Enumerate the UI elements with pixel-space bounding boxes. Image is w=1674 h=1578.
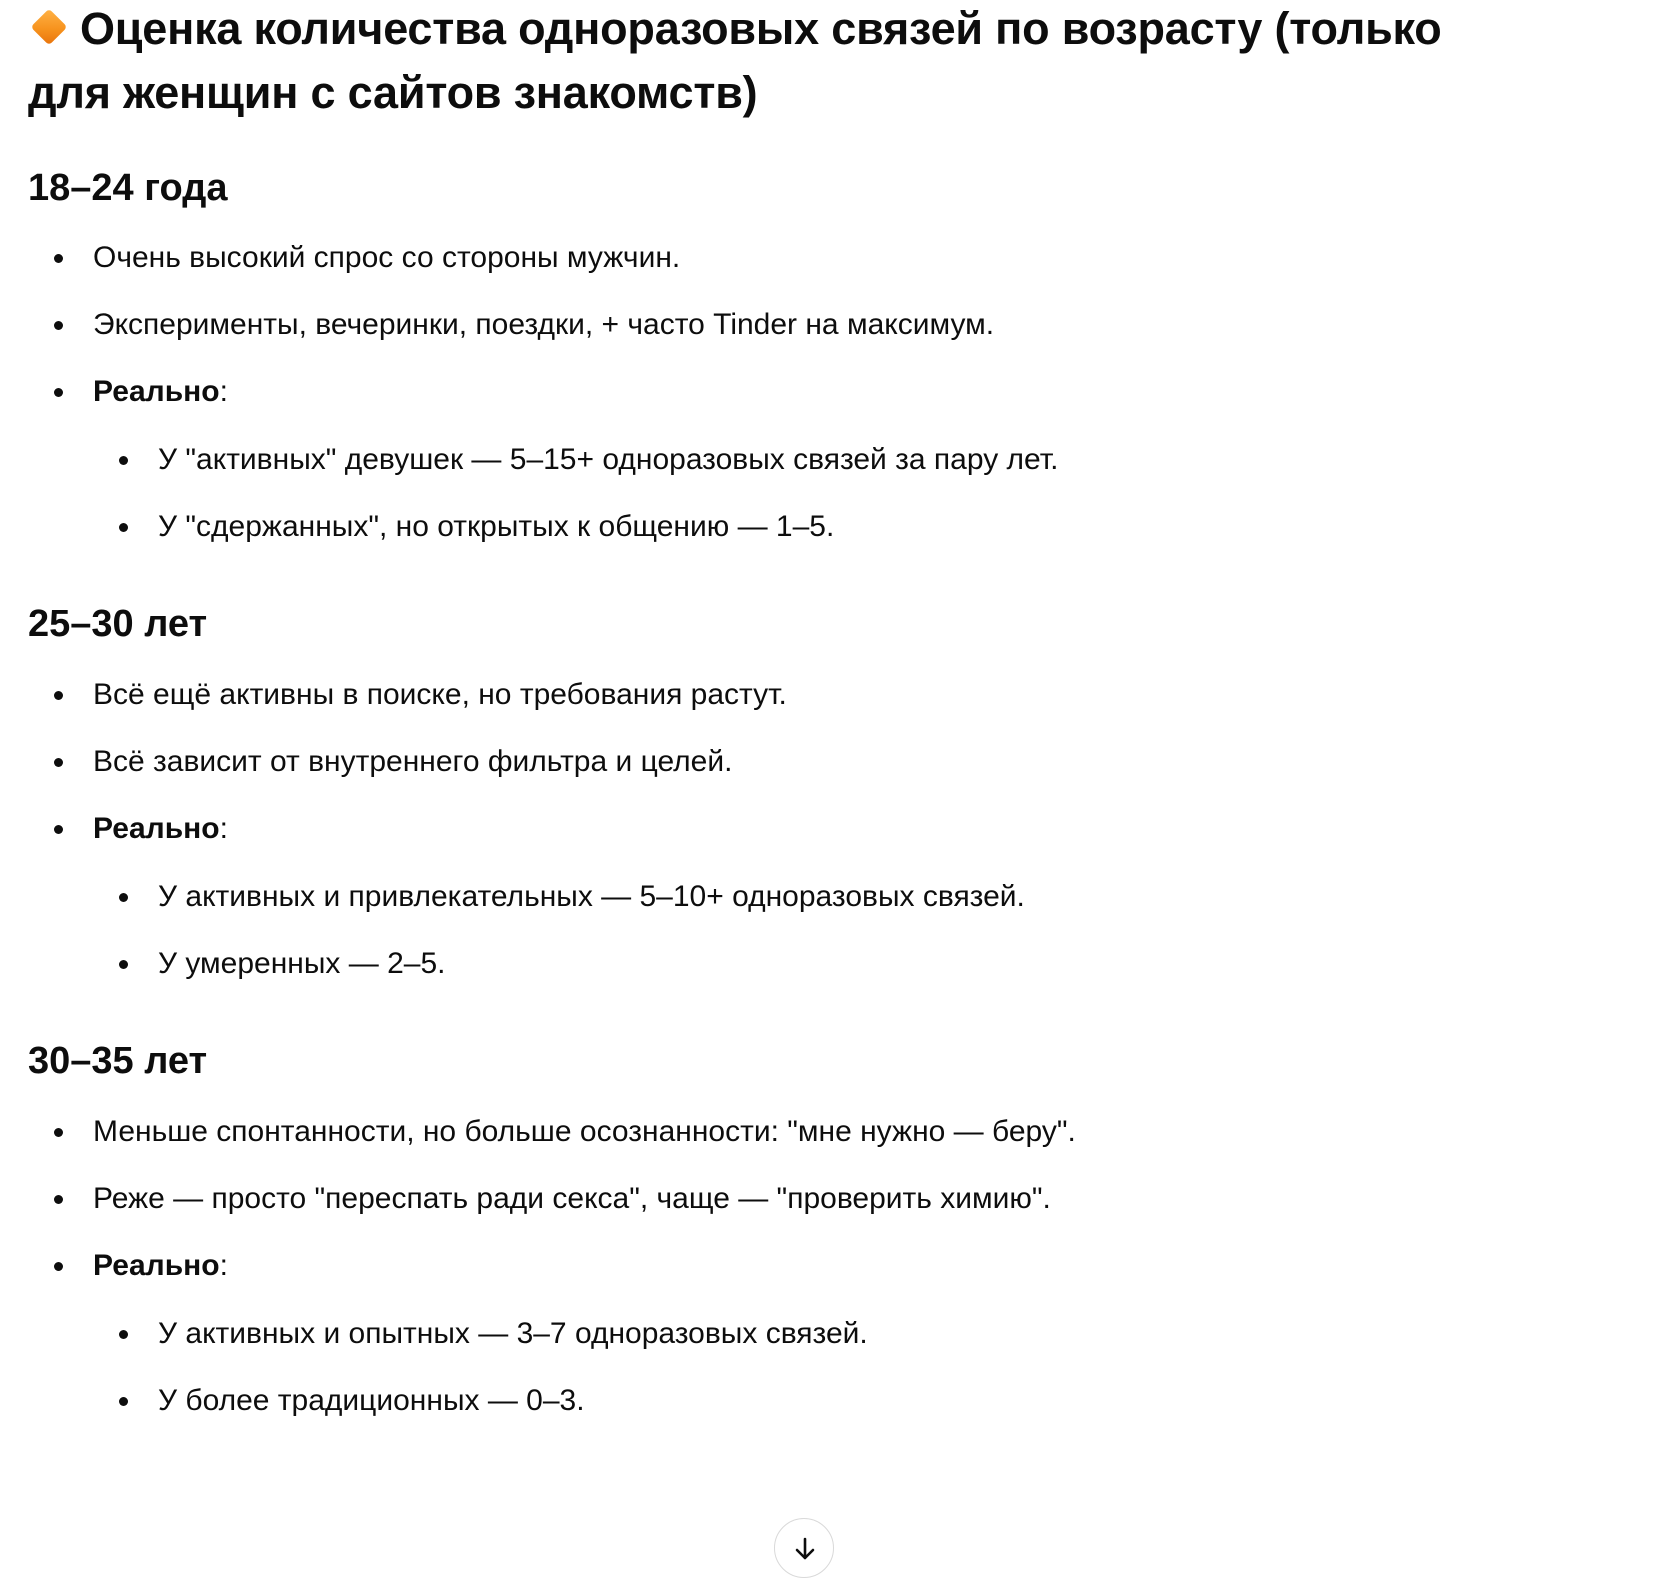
bullet-icon xyxy=(119,1397,128,1406)
bullet-list xyxy=(28,238,1588,547)
orange-diamond-icon xyxy=(31,9,68,46)
section-heading: 25–30 лет xyxy=(28,603,208,645)
bullet-icon xyxy=(119,456,128,465)
list-item-realno: Реально: xyxy=(28,372,1588,412)
bullet-icon xyxy=(54,321,63,330)
bullet-icon xyxy=(54,388,63,397)
bullet-icon xyxy=(54,1195,63,1204)
bullet-icon xyxy=(54,254,63,263)
list-item: Меньше спонтанности, но больше осознанности: "мне нужно — беру". xyxy=(28,1112,1588,1152)
bullet-icon xyxy=(119,523,128,532)
list-item: Очень высокий спрос со стороны мужчин. xyxy=(28,238,1588,278)
bullet-icon xyxy=(54,691,63,700)
bullet-icon xyxy=(54,758,63,767)
list-item-realno: Реально: xyxy=(28,1246,1588,1286)
bullet-icon xyxy=(119,1330,128,1339)
section-18-24 xyxy=(28,165,1588,547)
arrow-down-icon xyxy=(790,1534,820,1564)
bullet-icon xyxy=(54,825,63,834)
scroll-to-bottom-button[interactable] xyxy=(774,1518,834,1578)
sub-list-item: У "активных" девушек — 5–15+ одноразовых связей за пару лет. xyxy=(28,440,1588,480)
list-item: Реже — просто "переспать ради секса", чаще — "проверить химию". xyxy=(28,1179,1588,1219)
title-line-1: Оценка количества одноразовых связей по возрасту (только xyxy=(80,3,1442,54)
list-item: Всё зависит от внутреннего фильтра и целей. xyxy=(28,742,1588,782)
bullet-icon xyxy=(54,1262,63,1271)
message-content xyxy=(28,0,1588,1421)
bullet-icon xyxy=(54,1128,63,1137)
sub-list-item: У умеренных — 2–5. xyxy=(28,944,1588,984)
bullet-icon xyxy=(119,893,128,902)
sub-list-item: У "сдержанных", но открытых к общению — 1–5. xyxy=(28,507,1588,547)
bullet-list xyxy=(28,675,1588,984)
list-item: Всё ещё активны в поиске, но требования растут. xyxy=(28,675,1588,715)
bullet-list xyxy=(28,1112,1588,1421)
sub-list-item: У более традиционных — 0–3. xyxy=(28,1381,1588,1421)
page-title xyxy=(28,0,1588,125)
list-item: Эксперименты, вечеринки, поездки, + часто Tinder на максимум. xyxy=(28,305,1588,345)
section-30-35 xyxy=(28,1038,1588,1421)
section-heading: 18–24 года xyxy=(28,167,228,209)
sub-list-item: У активных и опытных — 3–7 одноразовых связей. xyxy=(28,1314,1588,1354)
bullet-icon xyxy=(119,960,128,969)
title-line-2: для женщин с сайтов знакомств) xyxy=(28,67,758,118)
sub-list-item: У активных и привлекательных — 5–10+ одноразовых связей. xyxy=(28,877,1588,917)
list-item-realno: Реально: xyxy=(28,809,1588,849)
section-25-30 xyxy=(28,601,1588,984)
section-heading: 30–35 лет xyxy=(28,1040,208,1082)
